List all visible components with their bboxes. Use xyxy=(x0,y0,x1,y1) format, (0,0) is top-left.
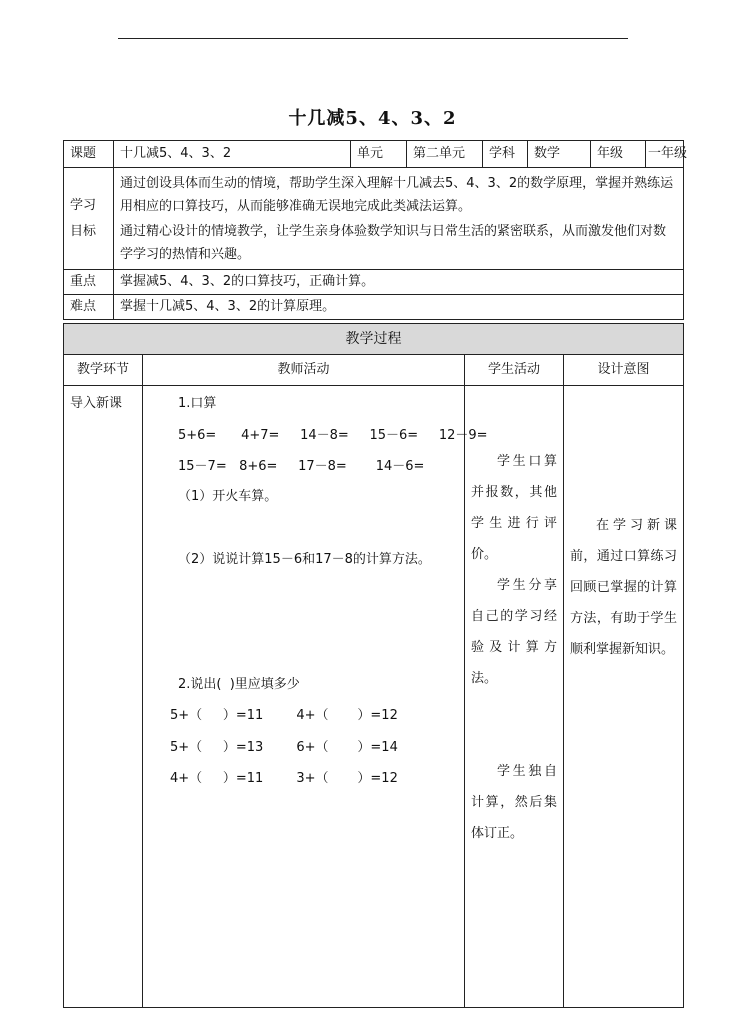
student-activity-cell xyxy=(465,386,564,1008)
goals-label-line-1: 学习 xyxy=(70,197,97,213)
student-paragraph: 学生分享自己的学习经验及计算方法。 xyxy=(471,578,557,686)
goals-label-line-2: 目标 xyxy=(70,223,97,239)
key-point-label: 重点 xyxy=(64,270,114,295)
topic-label: 课题 xyxy=(64,141,114,168)
goals-paragraph-1: 通过创设具体而生动的情境，帮助学生深入理解十几减去5、4、3、2的数学原理，掌握并熟练运用相应的口算技巧，从而能够准确无误地完成此类减法运算。 xyxy=(120,175,674,214)
header-rule xyxy=(118,38,628,39)
unit-value: 第二单元 xyxy=(407,141,483,168)
goals-label xyxy=(64,168,114,270)
lesson-info-table xyxy=(63,140,688,320)
teaching-process-table xyxy=(63,323,684,1008)
page-title: 十几减5、4、3、2 xyxy=(288,108,457,129)
design-intent-cell xyxy=(564,386,684,1008)
grade-label: 年级 xyxy=(591,141,646,168)
subject-label: 学科 xyxy=(483,141,528,168)
goals-paragraph-2: 通过精心设计的情境教学，让学生亲身体验数学知识与日常生活的紧密联系，从而激发他们对数学学习的热情和兴趣。 xyxy=(120,223,667,262)
teacher-line: （1）开火车算。 xyxy=(178,489,278,504)
student-paragraph: 学生口算并报数，其他学生进行评价。 xyxy=(471,454,557,562)
header-teacher: 教师活动 xyxy=(143,355,465,386)
teacher-line: （2）说说计算15－6和17－8的计算方法。 xyxy=(178,552,431,567)
topic-value: 十几减5、4、3、2 xyxy=(114,141,351,168)
teacher-line: 1.口算 xyxy=(178,396,217,411)
teacher-line: 15－7= 8+6= 17－8= 14－6= xyxy=(178,459,425,474)
teacher-line: 2.说出( )里应填多少 xyxy=(178,677,300,692)
teacher-line: 5+6= 4+7= 14－8= 15－6= 12－9= xyxy=(178,428,488,443)
difficulty-label: 难点 xyxy=(64,295,114,320)
header-stage: 教学环节 xyxy=(64,355,143,386)
student-paragraph: 学生独自计算，然后集体订正。 xyxy=(471,764,557,841)
subject-value: 数学 xyxy=(528,141,591,168)
stage-cell: 导入新课 xyxy=(64,386,143,1008)
difficulty-text: 掌握十几减5、4、3、2的计算原理。 xyxy=(114,295,684,320)
teacher-line: 5+（ ）=13 6+（ ）=14 xyxy=(170,740,398,755)
teacher-line: 5+（ ）=11 4+（ ）=12 xyxy=(170,708,398,723)
header-student: 学生活动 xyxy=(465,355,564,386)
teacher-activity-cell xyxy=(143,386,488,1008)
design-intent-text: 在学习新课前，通过口算练习回顾已掌握的计算方法，有助于学生顺利掌握新知识。 xyxy=(570,518,677,657)
key-point-text: 掌握减5、4、3、2的口算技巧，正确计算。 xyxy=(114,270,684,295)
process-band-title: 教学过程 xyxy=(64,324,684,355)
header-intent: 设计意图 xyxy=(564,355,684,386)
teacher-activity xyxy=(143,386,488,883)
grade-value: 一年级 xyxy=(646,141,684,168)
goals-text xyxy=(114,168,684,270)
teacher-line: 4+（ ）=11 3+（ ）=12 xyxy=(170,771,398,786)
unit-label: 单元 xyxy=(351,141,407,168)
